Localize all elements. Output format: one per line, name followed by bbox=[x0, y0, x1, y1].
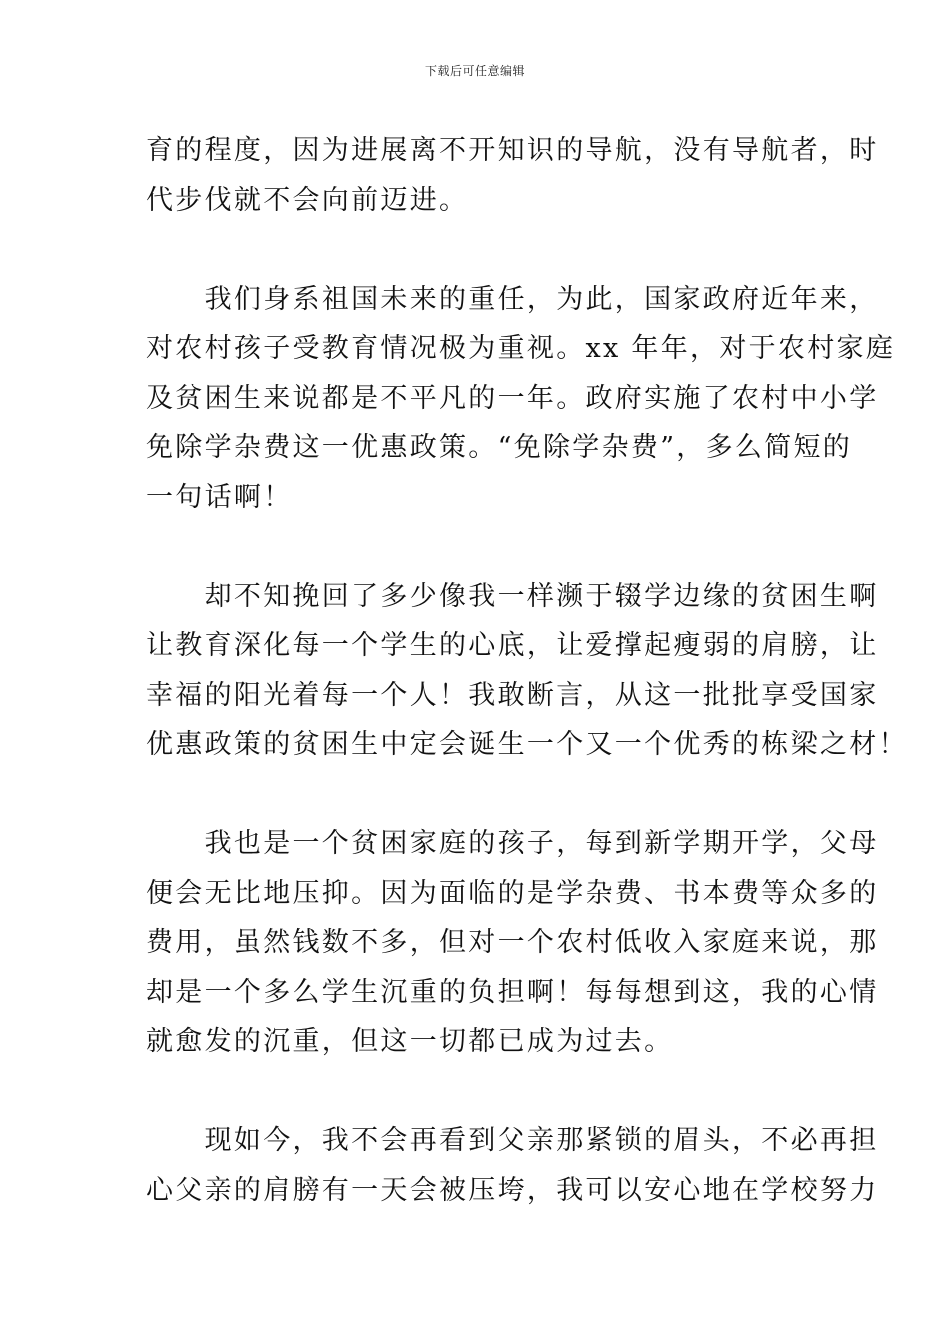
text-line: 心父亲的肩膀有一天会被压垮，我可以安心地在学校努力 bbox=[146, 1174, 879, 1206]
paragraph bbox=[146, 572, 908, 770]
text-line: 我们身系祖国未来的重任，为此，国家政府近年来， bbox=[146, 283, 879, 315]
paragraph-gap bbox=[146, 1067, 808, 1117]
document-body bbox=[146, 126, 908, 1215]
paragraph bbox=[146, 1116, 879, 1215]
paragraph bbox=[146, 819, 879, 1067]
text-line: 免除学杂费这一优惠政策。“免除学杂费”，多么简短的 bbox=[146, 432, 853, 463]
page-header: 下载后可任意编辑 bbox=[424, 64, 525, 78]
paragraph-gap bbox=[146, 522, 808, 572]
text-line: 我也是一个贫困家庭的孩子，每到新学期开学，父母 bbox=[146, 828, 879, 859]
text-line: 让教育深化每一个学生的心底，让爱撑起瘦弱的肩膀，让 bbox=[146, 630, 879, 661]
paragraph-gap bbox=[146, 225, 808, 275]
text-line: 费用，虽然钱数不多，但对一个农村低收入家庭来说，那 bbox=[146, 927, 879, 958]
text-line: 就愈发的沉重，但这一切都已成为过去。 bbox=[146, 1026, 674, 1057]
text-line: 代步伐就不会向前迈进。 bbox=[146, 184, 469, 216]
text-line: 便会无比地压抑。因为面临的是学杂费、书本费等众多的 bbox=[146, 877, 879, 909]
paragraph bbox=[146, 126, 879, 225]
text-line: 及贫困生来说都是不平凡的一年。政府实施了农村中小学 bbox=[146, 382, 879, 414]
text-line: 却是一个多么学生沉重的负担啊！每每想到这，我的心情 bbox=[146, 976, 879, 1008]
paragraph-gap bbox=[146, 770, 808, 820]
text-line: 幸福的阳光着每一个人！我敢断言，从这一批批享受国家 bbox=[146, 679, 879, 711]
text-line: 对农村孩子受教育情况极为重视。xx 年年，对于农村家庭 bbox=[146, 333, 896, 364]
text-line: 优惠政策的贫困生中定会诞生一个又一个优秀的栋梁之材！ bbox=[146, 729, 908, 760]
paragraph bbox=[146, 275, 896, 523]
text-line: 育的程度，因为进展离不开知识的导航，没有导航者，时 bbox=[146, 135, 879, 166]
text-line: 却不知挽回了多少像我一样濒于辍学边缘的贫困生啊 bbox=[146, 580, 879, 612]
text-line: 一句话啊！ bbox=[146, 481, 293, 513]
text-line: 现如今，我不会再看到父亲那紧锁的眉头，不必再担 bbox=[146, 1125, 879, 1156]
